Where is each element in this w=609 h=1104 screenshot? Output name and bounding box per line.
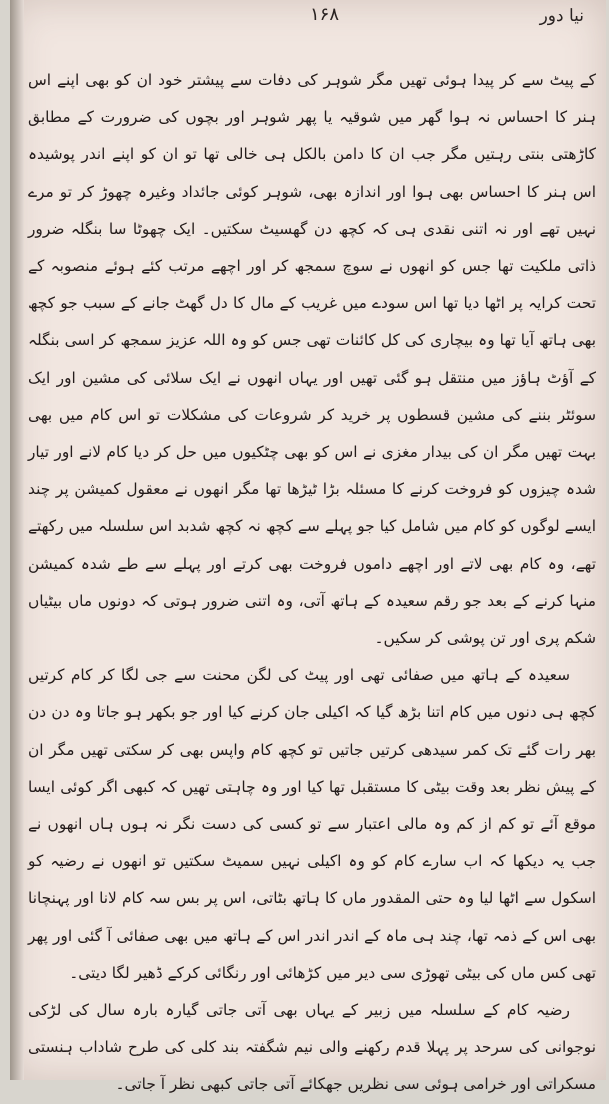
paragraph: رضیہ کام کے سلسلہ میں زبیر کے یہاں بھی آتی جاتی گیارہ بارہ سال کی لڑکی نوجوانی کی سرحد پر پہلا قدم رکھنے والی نیم شگفتہ بند کلی کی طرح شاداب ہنستی مسکراتی اور خرامی ہوئی سی نظریں جھکائے آتی جاتی کبھی نظر آ جاتی۔ xyxy=(28,1001,596,1094)
paragraph: کے پیٹ سے کر پیدا ہوئی تھیں مگر شوہر کی دفات سے پیشتر خود ان کو بھی اپنے اس ہنر کا احساس نہ ہوا گھر میں شوقیہ یا پھر شوہر اور بچوں کی ضرورت کے مطابق کاڑھتی بنتی رہتیں مگر جب ان کا دامن بالکل ہی خالی تھا تو ان کو اپنے اندر پوشیدہ اس ہنر کا احساس بھی ہوا اور اندازہ بھی، شوہر کوئی جائداد وغیرہ چھوڑ کر تو مرے نہیں تھے اور نہ اتنی نقدی ہی کہ کچھ دن گھسیٹ سکتیں۔ ایک چھوٹا سا بنگلہ ضرور ذاتی ملکیت تھا جس کو انھوں نے سوچ سمجھ کر اور اچھے مرتب کئے ہوئے منصوبہ کے تحت کرایہ پر اٹھا دیا تھا اس سودے میں غریب کے مال کا دل گھٹ جانے کے سبب جو کچھ بھی ہاتھ آیا تھا وہ بیچاری کی کل کائنات تھی جس کو وہ اللہ عزیز سمجھ کر اسی بنگلہ کے آؤٹ ہاؤز میں منتقل ہو گئی تھیں اور یہاں انھوں نے ایک سلائی کی مشین اور ایک سوئٹر بننے کی مشین قسطوں پر خرید کر شروعات کی مشکلات تو اس کام میں بھی بہت تھیں مگر ان کی بیدار مغزی نے اس کو بھی چٹکیوں میں حل کر دیا کام لانے اور تیار شدہ چیزوں کو فروخت کرنے کا مسئلہ بڑا ٹیڑھا تھا مگر انھوں نے معقول کمیشن پر چند ایسے لوگوں کو کام میں شامل کیا جو پہلے سے کچھ نہ کچھ شدبد اس سلسلہ میں رکھتے تھے، وہ کام بھی لاتے اور اچھے داموں فروخت بھی کرتے اور پہلے سے طے شدہ کمیشن منہا کرنے کے بعد جو رقم سعیدہ کے ہاتھ آتی، وہ اتنی ضرور ہوتی کہ دونوں ماں بیٹیاں شکم پری اور تن پوشی کر سکیں۔ xyxy=(28,71,596,648)
page-number: ۱۶۸ xyxy=(310,4,340,25)
binding-shadow xyxy=(10,0,24,1080)
book-page xyxy=(10,0,606,1094)
paragraph: سعیدہ کے ہاتھ میں صفائی تھی اور پیٹ کی لگن محنت سے جی لگا کر کام کرتیں کچھ ہی دنوں میں کام اتنا بڑھ گیا کہ اکیلی جان کرنے کیا اور جو بکھر ہو جاتا وہ دن دن بھر رات گئے تک کمر سیدھی کرتیں جاتیں تو کچھ کام واپس بھی کر سکتی تھیں مگر ان کے پیش نظر بعد وقت بیٹی کا مستقبل تھا کیا اور وہ چاہتی تھیں کہ کبھی اگر کوئی ایسا موقع آئے تو کم از کم وہ مالی اعتبار سے تو کسی کی دست نگر نہ ہوں ہاں انھوں نے جب یہ دیکھا کہ اب سارے کام کو وہ اکیلی نہیں سمیٹ سکتیں تو انھوں نے رضیہ کو اسکول سے اٹھا لیا وہ حتی المقدور ماں کا ہاتھ بٹاتی، اس پر بس سہ کام لانا اور پہنچانا بھی اس کے ذمہ تھا، چند ہی ماہ کے اندر اندر اس کے ہاتھ میں بھی صفائی آ گئی اور پھر تھی کس ماں کی بیٹی تھوڑی سی دیر میں کڑھائی اور رنگائی کرکے ڈھیر لگا دیتی۔ xyxy=(28,666,596,982)
page-header xyxy=(10,2,606,30)
article-body xyxy=(28,62,596,1094)
running-head: نیا دور xyxy=(539,6,584,26)
